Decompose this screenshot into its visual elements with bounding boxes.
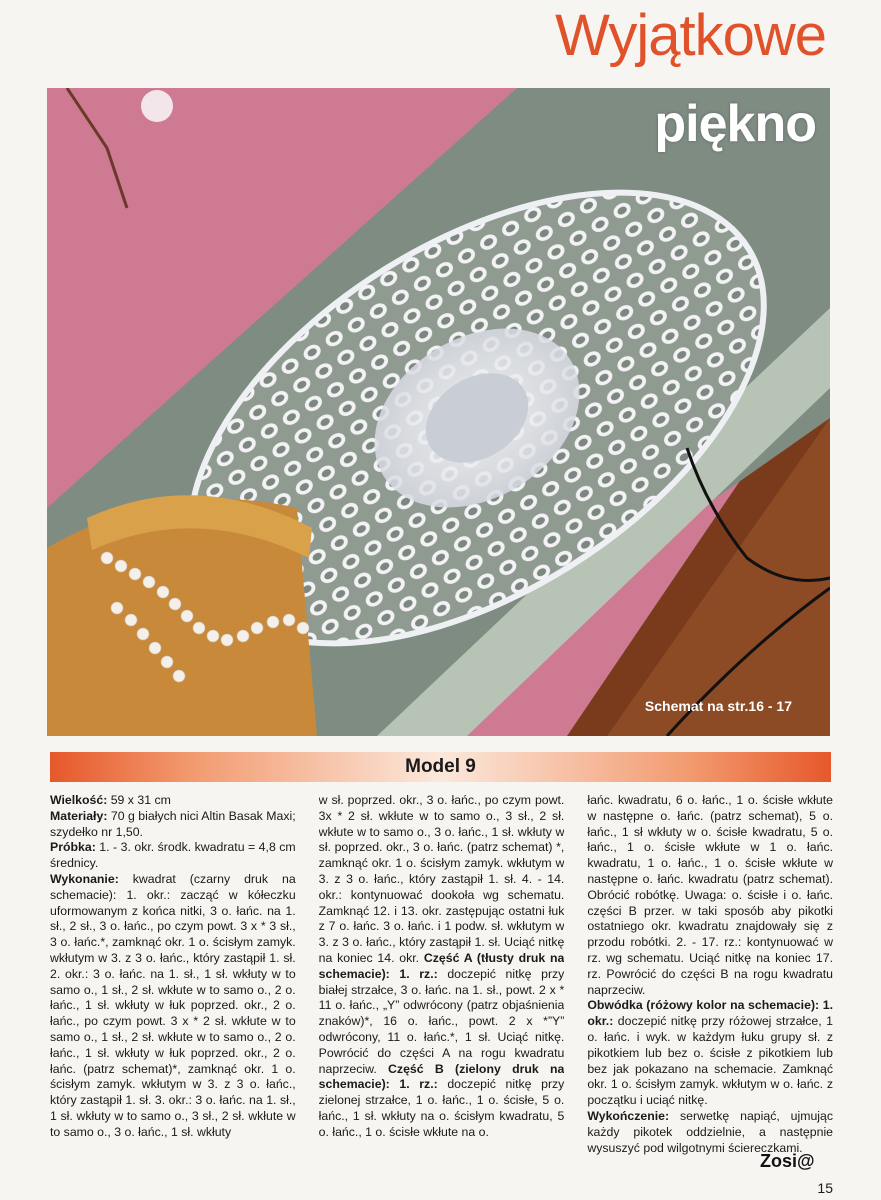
doily-photo <box>47 88 830 736</box>
paragraph-instructions: Wykonanie: kwadrat (czarny druk na schemacie): 1. okr.: zacząć w kółeczku uformowanym z końca nitki, 3 o. łańc. na 1. sł., 2 sł., 3 o. łańc., po czym powt. 3 x * 3 sł., 3 o. łańc.*, zamknąć okr. 1 o. ścisłym zamyk. wkłutym w 3. z 3 o. łańc., który zastąpił 1. sł. 2. okr.: 3 o. łańc. na 1. sł., 1 sł. wkłuty w to samo o., 1 sł., 2 sł. wkłute w to samo o., 2 o. łańc., 1 sł. wkłuty w łuk poprzed. okr., 2 o. łańc., po czym powt. 3 x * 2 sł. wkłute w to samo o., 1 sł., 2 sł. wkłute w to samo o., 2 o. łańc., 1 sł. wkłuty w łuk poprzed. okr., 2 o. łańc. (patrz schemat)*, zamknąć okr. 1 o. ścisłym zamyk. wkłutym w 3. z 3 o. łańc., który zastąpił 1. sł. 3. okr.: 3 o. łańc. na 1. sł., 1 sł. wkłuty w to samo o., 3 sł., 2 sł. wkłute w to samo o., 3 o. łańc., 1 sł. wkłuty <box>50 871 296 1139</box>
schema-reference: Schemat na str.16 - 17 <box>644 698 792 714</box>
paragraph-part-b: łańc. kwadratu, 6 o. łańc., 1 o. ścisłe wkłute w następne o. łańc. (patrz schemat), 5 o. łańc., 1 sł wkłuty w o. ścisłe kwadratu, 5 o. łańc., 1 o. ścisłe wkłute w 1 o. łańc. kwadratu, 1 o. łańc., 1 o. ścisłe wkłute w następne o. łańc. kwadratu (patrz schemat). Obrócić robótkę. Uwaga: o. ścisłe i o. łańc. części B przer. w taki sposób aby pikotki ostatniego okr. kwadratu znajdowały się z przodu robótki. 2. - 17. rz.: kontynuować w rz. wg schematu. Uciąć nitkę na koniec 17. rz. Powrócić do części B na rogu kwadratu naprzeciw. <box>587 793 834 997</box>
paragraph-size: Wielkość: 59 x 31 cm <box>50 793 171 807</box>
model-header-band <box>50 752 831 782</box>
page-title: Wyjątkowe <box>555 3 826 68</box>
paragraph-gauge: Próbka: 1. - 3. okr. środk. kwadratu = 4,8 cm średnicy. <box>50 840 296 871</box>
column-3 <box>587 793 833 1178</box>
paragraph-continuation: w sł. poprzed. okr., 3 o. łańc., po czym powt. 3x * 2 sł. wkłute w to samo o., 3 sł., 2 sł. wkłute w to samo o., 3 o. łańc., 1 sł. wkłuty w sł. poprzed. okr., 3 o. łańc. (patrz schemat) *, zamknąć okr. 1 o. ścisłym zamyk. wkłutym w 3. z 3 o. łańc., który zastąpił 1. sł. 4. - 14. okr.: kontynuować dookoła wg schematu. Zamknąć 12. i 13. okr. zastępując ostatni łuk z 7 o. łańc. 3 o. łańc. i 1 podw. sł. wkłutym w 3. z 3 o. łańc., który zastąpił 1. sł. Uciąć nitkę na koniec 14. okr. Część A (tłusty druk na schemacie): 1. rz.: doczepić nitkę przy białej strzałce, 3 o. łańc. na 1. sł., powt. 2 x * 11 o. łańc., „Y” odwrócony (patrz objaśnienia znaków)*, 16 o. łańc., powt. 2 x *”Y” odwrócony, 11 o. łańc.*, 1 sł. Uciąć nitkę. Powrócić do części A na rogu kwadratu naprzeciw. Część B (zielony druk na schemacie): 1. rz.: doczepić nitkę przy zielonej strzałce, 1 o. łańc., 1 o. ścisłe, 5 o. łańc., 1 sł. wkłuty na o. ścisłym kwadratu, 5 o. łańc., 1 o. ścisłe wkłute na o. <box>318 793 565 1139</box>
instructions <box>50 793 833 1178</box>
page-subtitle: piękno <box>654 95 816 153</box>
paragraph-border: Obwódka (różowy kolor na schemacie): 1. okr.: doczepić nitkę przy różowej strzałce, 1 o. łańc. i wyk. w każdym łuku grupy sł. z pikotkiem lub bez o. ścisłe z pikotkiem lub bez jak pokazano na schemacie. Zamknąć okr. 1 o. ścisłym zamyk. wkłutym w o. łańc. z początku i uciąć nitkę. <box>587 998 834 1108</box>
column-1 <box>50 793 296 1178</box>
paragraph-finishing: Wykończenie: serwetkę napiąć, ujmując każdy pikotek oddzielnie, a następnie wysuszyć pod wilgotnymi ściereczkami. <box>587 1108 834 1155</box>
page-number: 15 <box>817 1180 833 1196</box>
column-2 <box>319 793 565 1178</box>
paragraph-materials: Materiały: 70 g białych nici Altin Basak Maxi; szydełko nr 1,50. <box>50 808 296 839</box>
model-title: Model 9 <box>405 756 476 777</box>
watermark: Zosi@ <box>760 1151 815 1171</box>
